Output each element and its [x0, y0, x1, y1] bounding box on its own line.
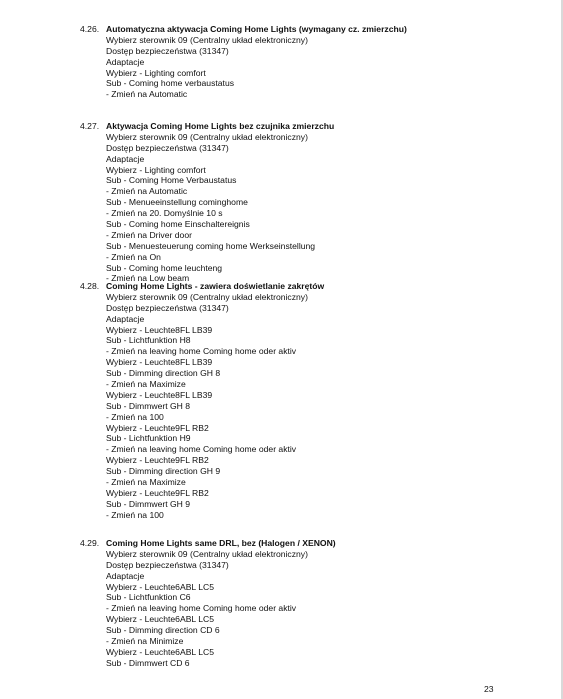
instruction-line: Wybierz - Leuchte9FL RB2 [106, 422, 209, 433]
instruction-line: Adaptacje [106, 153, 145, 164]
instruction-line: - Zmień na Automatic [106, 89, 188, 100]
instruction-line: Sub - Dimmwert GH 9 [106, 498, 191, 509]
instruction-line: Wybierz - Leuchte8FL LB39 [106, 389, 213, 400]
instruction-line: Sub - Coming home verbaustatus [106, 78, 235, 89]
instruction-line: Sub - Coming home Einschaltereignis [106, 219, 250, 230]
instruction-line: Sub - Dimmwert CD 6 [106, 657, 190, 668]
instruction-list [106, 292, 308, 521]
instruction-line: Wybierz sterownik 09 (Centralny układ elektroniczny) [106, 34, 308, 45]
instruction-line: Adaptacje [106, 570, 145, 581]
section-title: Coming Home Lights same DRL, bez (Halogen / XENON) [106, 538, 336, 548]
instruction-list [106, 35, 308, 100]
instruction-line: - Zmień na Maximize [106, 379, 186, 390]
instruction-list [106, 132, 315, 284]
instruction-line: Sub - Dimming direction GH 9 [106, 466, 221, 477]
instruction-line: Sub - Dimmwert GH 8 [106, 400, 191, 411]
instruction-line: Wybierz - Leuchte6ABL LC5 [106, 646, 215, 657]
section-title: Aktywacja Coming Home Lights bez czujnika zmierzchu [106, 121, 335, 131]
instruction-line: Wybierz - Leuchte6ABL LC5 [106, 614, 215, 625]
section-title: Coming Home Lights - zawiera doświetlanie zakrętów [106, 281, 325, 291]
instruction-line: Adaptacje [106, 313, 145, 324]
instruction-line: Dostęp bezpieczeństwa (31347) [106, 302, 229, 313]
instruction-line: Sub - Lichtfunktion H8 [106, 335, 191, 346]
instruction-line: - Zmień na leaving home Coming home oder aktiv [106, 603, 297, 614]
instruction-line: Sub - Lichtfunktion C6 [106, 592, 191, 603]
instruction-line: Wybierz - Leuchte8FL LB39 [106, 357, 213, 368]
instruction-line: - Zmień na 100 [106, 509, 164, 520]
instruction-line: Wybierz - Leuchte9FL RB2 [106, 487, 209, 498]
instruction-line: - Zmień na 20. Domyślnie 10 s [106, 208, 223, 219]
instruction-line: Sub - Lichtfunktion H9 [106, 433, 191, 444]
instruction-line: - Zmień na 100 [106, 411, 164, 422]
instruction-line: Dostęp bezpieczeństwa (31347) [106, 142, 229, 153]
instruction-line: - Zmień na Low beam [106, 273, 190, 284]
instruction-line: Wybierz sterownik 09 (Centralny układ elektroniczny) [106, 291, 308, 302]
section-number: 4.29. [80, 538, 100, 548]
instruction-line: Wybierz - Lighting comfort [106, 67, 206, 78]
instruction-line: - Zmień na Maximize [106, 477, 186, 488]
instruction-line: - Zmień na Minimize [106, 636, 184, 647]
instruction-line: Wybierz - Leuchte9FL RB2 [106, 455, 209, 466]
page-number: 23 [484, 684, 494, 694]
section-number: 4.27. [80, 121, 100, 131]
instruction-line: Sub - Dimming direction GH 8 [106, 368, 221, 379]
instruction-line: Sub - Menueeinstellung cominghome [106, 197, 248, 208]
instruction-line: Wybierz - Leuchte6ABL LC5 [106, 581, 215, 592]
section-number: 4.28. [80, 281, 100, 291]
instruction-line: Wybierz sterownik 09 (Centralny układ elektroniczny) [106, 548, 308, 559]
instruction-line: Wybierz sterownik 09 (Centralny układ elektroniczny) [106, 131, 308, 142]
instruction-line: Sub - Menuesteuerung coming home Werkseinstellung [106, 240, 316, 251]
instruction-line: Dostęp bezpieczeństwa (31347) [106, 559, 229, 570]
instruction-line: Wybierz - Lighting comfort [106, 164, 206, 175]
instruction-line: Sub - Coming home leuchteng [106, 262, 223, 273]
instruction-list [106, 549, 308, 669]
instruction-line: Sub - Dimming direction CD 6 [106, 625, 220, 636]
instruction-line: Wybierz - Leuchte8FL LB39 [106, 324, 213, 335]
instruction-line: Adaptacje [106, 56, 145, 67]
instruction-line: Dostęp bezpieczeństwa (31347) [106, 45, 229, 56]
section-title: Automatyczna aktywacja Coming Home Lights (wymagany cz. zmierzchu) [106, 24, 407, 34]
section-number: 4.26. [80, 24, 100, 34]
instruction-line: - Zmień na leaving home Coming home oder aktiv [106, 444, 297, 455]
instruction-line: - Zmień na Driver door [106, 229, 192, 240]
instruction-line: Sub - Coming Home Verbaustatus [106, 175, 237, 186]
instruction-line: - Zmień na On [106, 251, 161, 262]
instruction-line: - Zmień na leaving home Coming home oder aktiv [106, 346, 297, 357]
instruction-line: - Zmień na Automatic [106, 186, 188, 197]
